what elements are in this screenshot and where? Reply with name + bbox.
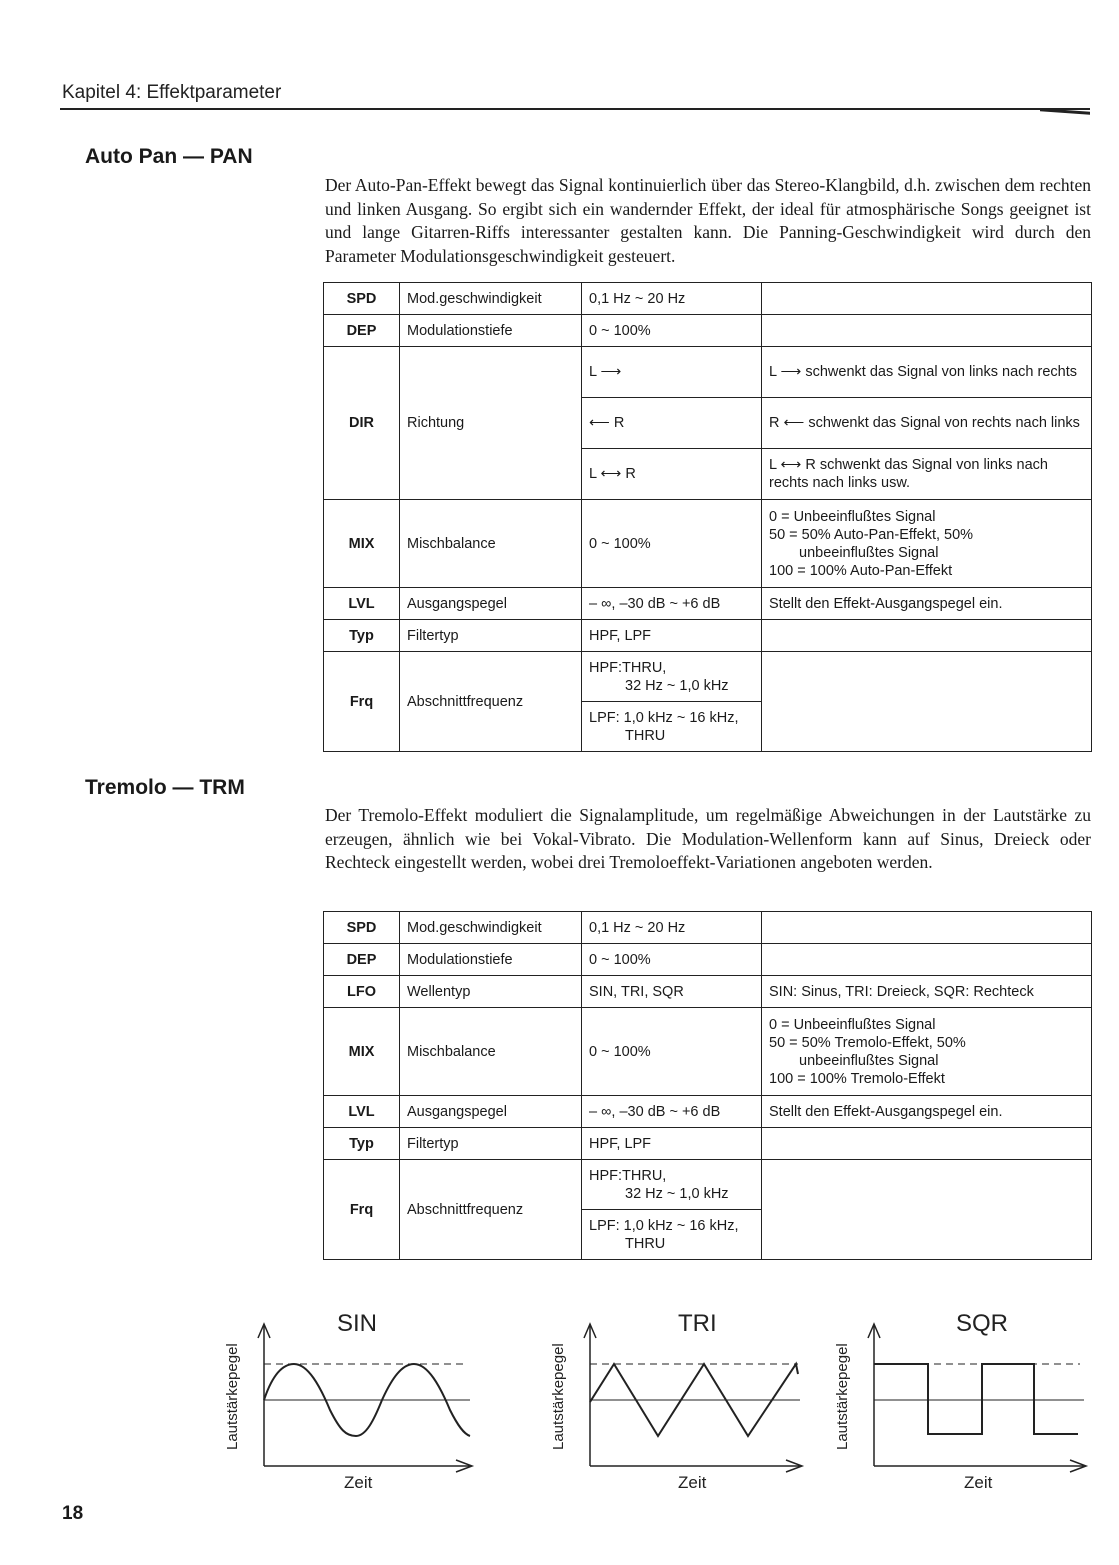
param-code: MIX	[324, 1008, 400, 1096]
x-axis-label: Zeit	[964, 1473, 993, 1492]
param-range	[582, 702, 762, 752]
param-note	[762, 652, 1092, 752]
param-name: Modulationstiefe	[400, 315, 582, 347]
param-code: LVL	[324, 588, 400, 620]
param-code: LVL	[324, 1096, 400, 1128]
table-row	[324, 1160, 1092, 1210]
note-line: 0 = Unbeeinflußtes Signal	[769, 1016, 936, 1033]
param-note: L ⟷ R schwenkt das Signal von links nach rechts nach links usw.	[762, 449, 1092, 500]
param-note: L ⟶ schwenkt das Signal von links nach rechts	[762, 347, 1092, 398]
param-name: Abschnittfrequenz	[400, 652, 582, 752]
param-range: HPF, LPF	[582, 1128, 762, 1160]
param-range: 0 ~ 100%	[582, 500, 762, 588]
param-note	[762, 315, 1092, 347]
param-range: – ∞, –30 dB ~ +6 dB	[582, 1096, 762, 1128]
sin-waveform-diagram	[224, 1290, 482, 1500]
param-range	[582, 1160, 762, 1210]
table-row	[324, 1096, 1092, 1128]
param-name: Modulationstiefe	[400, 944, 582, 976]
table-row	[324, 347, 1092, 398]
sqr-waveform-diagram	[834, 1290, 1092, 1500]
param-note	[762, 500, 1092, 588]
note-line: 100 = 100% Auto-Pan-Effekt	[769, 562, 953, 579]
page-number: 18	[62, 1503, 84, 1524]
param-name: Mod.geschwindigkeit	[400, 283, 582, 315]
param-name: Wellentyp	[400, 976, 582, 1008]
param-name: Filtertyp	[400, 620, 582, 652]
note-line: 0 = Unbeeinflußtes Signal	[769, 508, 936, 525]
param-code: Frq	[324, 652, 400, 752]
note-line: unbeeinflußtes Signal	[799, 544, 939, 561]
range-line: LPF: 1,0 kHz ~ 16 kHz,	[589, 709, 739, 726]
param-range: 0 ~ 100%	[582, 1008, 762, 1096]
range-line: THRU	[625, 1235, 666, 1252]
param-range	[582, 652, 762, 702]
table-row	[324, 912, 1092, 944]
param-note	[762, 944, 1092, 976]
table-row	[324, 1008, 1092, 1096]
param-range: L ⟷ R	[582, 449, 762, 500]
param-range: SIN, TRI, SQR	[582, 976, 762, 1008]
param-name: Mischbalance	[400, 500, 582, 588]
param-note	[762, 1008, 1092, 1096]
note-line: 50 = 50% Auto-Pan-Effekt, 50%	[769, 526, 974, 543]
param-code: Frq	[324, 1160, 400, 1260]
table-row	[324, 620, 1092, 652]
param-name: Mischbalance	[400, 1008, 582, 1096]
param-name: Ausgangspegel	[400, 1096, 582, 1128]
param-range	[582, 1210, 762, 1260]
param-name: Filtertyp	[400, 1128, 582, 1160]
param-name: Abschnittfrequenz	[400, 1160, 582, 1260]
tremolo-title: Tremolo — TRM	[85, 776, 245, 799]
table-row	[324, 315, 1092, 347]
x-axis-label: Zeit	[344, 1473, 373, 1492]
param-note: Stellt den Effekt-Ausgangspegel ein.	[762, 588, 1092, 620]
autopan-description: Der Auto-Pan-Effekt bewegt das Signal kontinuierlich über das Stereo-Klangbild, d.h. zwischen dem rechten und linken Ausgang. So ergibt sich ein wandernder Effekt, der ideal für atmosphärische Songs geeignet ist und lange Gitarren-Riffs interessanter gestalten kann. Die Panning-Geschwindigkeit wird durch den Parameter Modulationsgeschwindigkeit gesteuert.	[325, 175, 1091, 266]
y-axis-label: Lautstärkepegel	[834, 1343, 851, 1450]
autopan-title: Auto Pan — PAN	[85, 145, 253, 168]
param-range: HPF, LPF	[582, 620, 762, 652]
param-range: 0 ~ 100%	[582, 315, 762, 347]
param-note: SIN: Sinus, TRI: Dreieck, SQR: Rechteck	[762, 976, 1092, 1008]
table-row	[324, 500, 1092, 588]
note-line: 100 = 100% Tremolo-Effekt	[769, 1070, 945, 1087]
chapter-header: Kapitel 4: Effektparameter	[62, 82, 282, 103]
table-row	[324, 652, 1092, 702]
param-code: Typ	[324, 620, 400, 652]
param-note	[762, 912, 1092, 944]
autopan-parameter-table	[323, 282, 1092, 752]
y-axis-label: Lautstärkepegel	[550, 1343, 567, 1450]
tri-waveform-diagram	[550, 1290, 808, 1500]
param-code: MIX	[324, 500, 400, 588]
param-note	[762, 620, 1092, 652]
param-range: 0,1 Hz ~ 20 Hz	[582, 912, 762, 944]
x-axis-label: Zeit	[678, 1473, 707, 1492]
param-note	[762, 1160, 1092, 1260]
param-name: Richtung	[400, 347, 582, 500]
param-name: Mod.geschwindigkeit	[400, 912, 582, 944]
param-code: SPD	[324, 912, 400, 944]
param-range: L ⟶	[582, 347, 762, 398]
param-range: – ∞, –30 dB ~ +6 dB	[582, 588, 762, 620]
param-code: DEP	[324, 944, 400, 976]
square-curve	[874, 1364, 1078, 1434]
param-note: Stellt den Effekt-Ausgangspegel ein.	[762, 1096, 1092, 1128]
param-range: 0,1 Hz ~ 20 Hz	[582, 283, 762, 315]
tremolo-description: Der Tremolo-Effekt moduliert die Signalamplitude, um regelmäßige Abweichungen in der Lautstärke zu erzeugen, ähnlich wie bei Vokal-Vibrato. Die Modulation-Wellenform kann auf Sinus, Dreieck oder Rechteck eingestellt werden, wobei drei Tremoloeffekt-Variationen angeboten werden.	[325, 805, 1091, 872]
waveform-title: SQR	[956, 1310, 1009, 1337]
range-line: THRU	[625, 727, 666, 744]
waveform-title: SIN	[337, 1310, 378, 1337]
param-note: R ⟵ schwenkt das Signal von rechts nach links	[762, 398, 1092, 449]
range-line: LPF: 1,0 kHz ~ 16 kHz,	[589, 1217, 739, 1234]
param-code: SPD	[324, 283, 400, 315]
y-axis-label: Lautstärkepegel	[224, 1343, 241, 1450]
range-line: 32 Hz ~ 1,0 kHz	[625, 1185, 729, 1202]
range-line: HPF:THRU,	[589, 659, 667, 676]
table-row	[324, 588, 1092, 620]
header-rule	[60, 108, 1090, 110]
param-note	[762, 283, 1092, 315]
waveform-title: TRI	[678, 1310, 717, 1337]
table-row	[324, 976, 1092, 1008]
tremolo-parameter-table	[323, 911, 1092, 1260]
param-code: DIR	[324, 347, 400, 500]
table-row	[324, 944, 1092, 976]
note-line: 50 = 50% Tremolo-Effekt, 50%	[769, 1034, 966, 1051]
param-range: 0 ~ 100%	[582, 944, 762, 976]
range-line: 32 Hz ~ 1,0 kHz	[625, 677, 729, 694]
param-code: DEP	[324, 315, 400, 347]
param-code: Typ	[324, 1128, 400, 1160]
param-code: LFO	[324, 976, 400, 1008]
param-name: Ausgangspegel	[400, 588, 582, 620]
param-note	[762, 1128, 1092, 1160]
table-row	[324, 283, 1092, 315]
param-range: ⟵ R	[582, 398, 762, 449]
range-line: HPF:THRU,	[589, 1167, 667, 1184]
note-line: unbeeinflußtes Signal	[799, 1052, 939, 1069]
table-row	[324, 1128, 1092, 1160]
